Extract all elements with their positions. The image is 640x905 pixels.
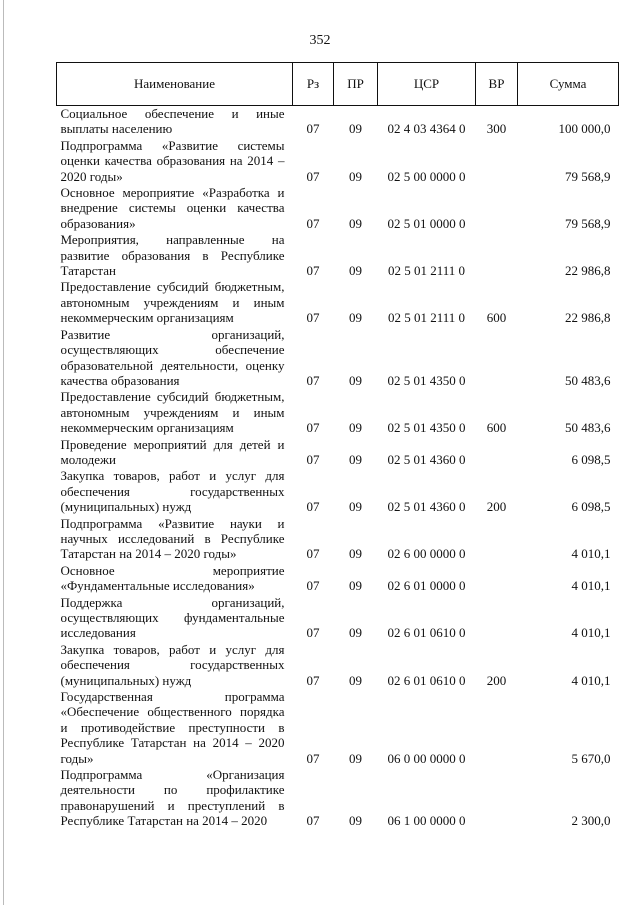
row-sum: 4 010,1 (571, 625, 611, 641)
row-csr: 02 5 01 4360 0 (387, 499, 466, 515)
row-vr (476, 327, 518, 390)
row-name: Мероприятия, направленные на развитие образования в Республике Татарстан (60, 232, 285, 279)
row-csr: 02 6 01 0610 0 (387, 672, 466, 688)
row-csr: 06 1 00 0000 0 (387, 813, 466, 829)
row-pr: 09 (349, 499, 362, 515)
row-sum: 22 986,8 (565, 310, 611, 326)
row-vr (476, 185, 518, 232)
row-csr: 02 5 01 4350 0 (387, 420, 466, 436)
row-pr: 09 (349, 813, 362, 829)
row-name: Поддержка организаций, осуществляющих фундаментальные исследования (60, 594, 285, 641)
row-rz: 07 (306, 420, 320, 436)
row-csr: 02 6 00 0000 0 (387, 546, 466, 562)
table-row (57, 516, 619, 563)
row-name: Закупка товаров, работ и услуг для обеспечения государственных (муниципальных) нужд (60, 468, 285, 515)
row-csr: 02 5 01 4360 0 (387, 451, 466, 467)
row-sum: 50 483,6 (565, 372, 611, 388)
row-vr (476, 689, 518, 767)
row-csr: 02 5 01 4350 0 (387, 372, 466, 388)
row-pr: 09 (349, 625, 362, 641)
row-rz: 07 (306, 499, 320, 515)
row-rz: 07 (306, 672, 320, 688)
row-sum: 100 000,0 (558, 121, 611, 137)
row-sum: 4 010,1 (571, 546, 611, 562)
table-header-row (57, 63, 619, 106)
row-name: Предоставление субсидий бюджетным, автономным учреждениям и иным некоммерческим организациям (60, 389, 285, 436)
row-sum: 79 568,9 (565, 215, 611, 231)
row-rz: 07 (306, 121, 320, 137)
row-vr (476, 437, 518, 469)
row-rz: 07 (306, 451, 320, 467)
row-vr: 600 (486, 420, 507, 436)
row-pr: 09 (349, 451, 362, 467)
table-row (57, 138, 619, 185)
row-vr (476, 595, 518, 642)
row-name: Социальное обеспечение и иные выплаты населению (60, 106, 285, 137)
row-pr: 09 (349, 168, 362, 184)
row-csr: 02 4 03 4364 0 (387, 121, 466, 137)
row-rz: 07 (306, 750, 320, 766)
row-csr: 02 5 01 2111 0 (387, 263, 466, 279)
table-row (57, 689, 619, 767)
row-vr (476, 232, 518, 279)
row-vr: 200 (486, 672, 507, 688)
header-pr: ПР (334, 63, 378, 106)
row-vr: 300 (486, 121, 507, 137)
table-row (57, 389, 619, 436)
header-vr: ВР (476, 63, 518, 106)
row-pr: 09 (349, 263, 362, 279)
row-sum: 79 568,9 (565, 168, 611, 184)
row-pr: 09 (349, 121, 362, 137)
row-vr (476, 563, 518, 595)
row-name: Подпрограмма «Развитие науки и научных исследований в Республике Татарстан на 2014 – 2020 годы» (60, 515, 285, 562)
row-sum: 2 300,0 (571, 813, 611, 829)
row-name: Закупка товаров, работ и услуг для обеспечения государственных (муниципальных) нужд (60, 641, 285, 688)
table-row (57, 106, 619, 138)
row-name: Основное мероприятие «Разработка и внедрение системы оценки качества образования» (60, 185, 285, 231)
row-sum: 22 986,8 (565, 263, 611, 279)
row-rz: 07 (306, 578, 320, 594)
row-vr: 600 (486, 310, 507, 326)
row-csr: 02 6 01 0610 0 (387, 625, 466, 641)
row-rz: 07 (306, 625, 320, 641)
table-row (57, 595, 619, 642)
row-pr: 09 (349, 310, 362, 326)
row-csr: 02 5 01 2111 0 (387, 310, 466, 326)
row-rz: 07 (306, 813, 320, 829)
row-sum: 4 010,1 (571, 672, 611, 688)
row-vr (476, 138, 518, 185)
row-rz: 07 (306, 215, 320, 231)
table-row (57, 279, 619, 326)
header-csr: ЦСР (378, 63, 476, 106)
row-pr: 09 (349, 672, 362, 688)
table-row (57, 185, 619, 232)
row-rz: 07 (306, 546, 320, 562)
row-sum: 6 098,5 (571, 451, 611, 467)
row-pr: 09 (349, 372, 362, 388)
row-vr (476, 767, 518, 830)
table-row (57, 642, 619, 689)
row-vr (476, 516, 518, 563)
row-name: Проведение мероприятий для детей и молодежи (60, 436, 285, 467)
row-rz: 07 (306, 168, 320, 184)
row-rz: 07 (306, 263, 320, 279)
row-csr: 02 6 01 0000 0 (387, 578, 466, 594)
row-pr: 09 (349, 546, 362, 562)
table-row (57, 232, 619, 279)
row-pr: 09 (349, 215, 362, 231)
row-name: Государственная программа «Обеспечение общественного порядка и противодействие преступности в Республике Татарстан на 2014 – 2020 годы» (60, 689, 285, 766)
row-name: Развитие организаций, осуществляющих обеспечение образовательной деятельности, оценку качества образования (60, 326, 285, 388)
row-csr: 06 0 00 0000 0 (387, 750, 466, 766)
row-name: Подпрограмма «Развитие системы оценки качества образования на 2014 – 2020 годы» (60, 137, 285, 184)
page-number: 352 (309, 33, 331, 48)
row-pr: 09 (349, 750, 362, 766)
table-row (57, 468, 619, 515)
row-vr: 200 (486, 499, 507, 515)
budget-table (56, 62, 619, 830)
row-sum: 5 670,0 (571, 750, 611, 766)
header-name: Наименование (57, 63, 293, 106)
row-sum: 50 483,6 (565, 420, 611, 436)
header-sum: Сумма (518, 63, 619, 106)
header-rz: Рз (293, 63, 334, 106)
row-sum: 6 098,5 (571, 499, 611, 515)
row-pr: 09 (349, 420, 362, 436)
row-rz: 07 (306, 310, 320, 326)
row-pr: 09 (349, 578, 362, 594)
table-row (57, 563, 619, 595)
row-csr: 02 5 00 0000 0 (387, 168, 466, 184)
row-name: Предоставление субсидий бюджетным, автономным учреждениям и иным некоммерческим организациям (60, 279, 285, 326)
row-csr: 02 5 01 0000 0 (387, 215, 466, 231)
page-edge-line (3, 0, 4, 905)
row-sum: 4 010,1 (571, 578, 611, 594)
row-name: Подпрограмма «Организация деятельности по профилактике правонарушений и преступлений в Республике Татарстан на 2014 – 2020 (60, 767, 285, 829)
table-row (57, 767, 619, 830)
row-rz: 07 (306, 372, 320, 388)
table-row (57, 437, 619, 469)
row-name: Основное мероприятие «Фундаментальные исследования» (60, 562, 285, 594)
table-row (57, 327, 619, 390)
